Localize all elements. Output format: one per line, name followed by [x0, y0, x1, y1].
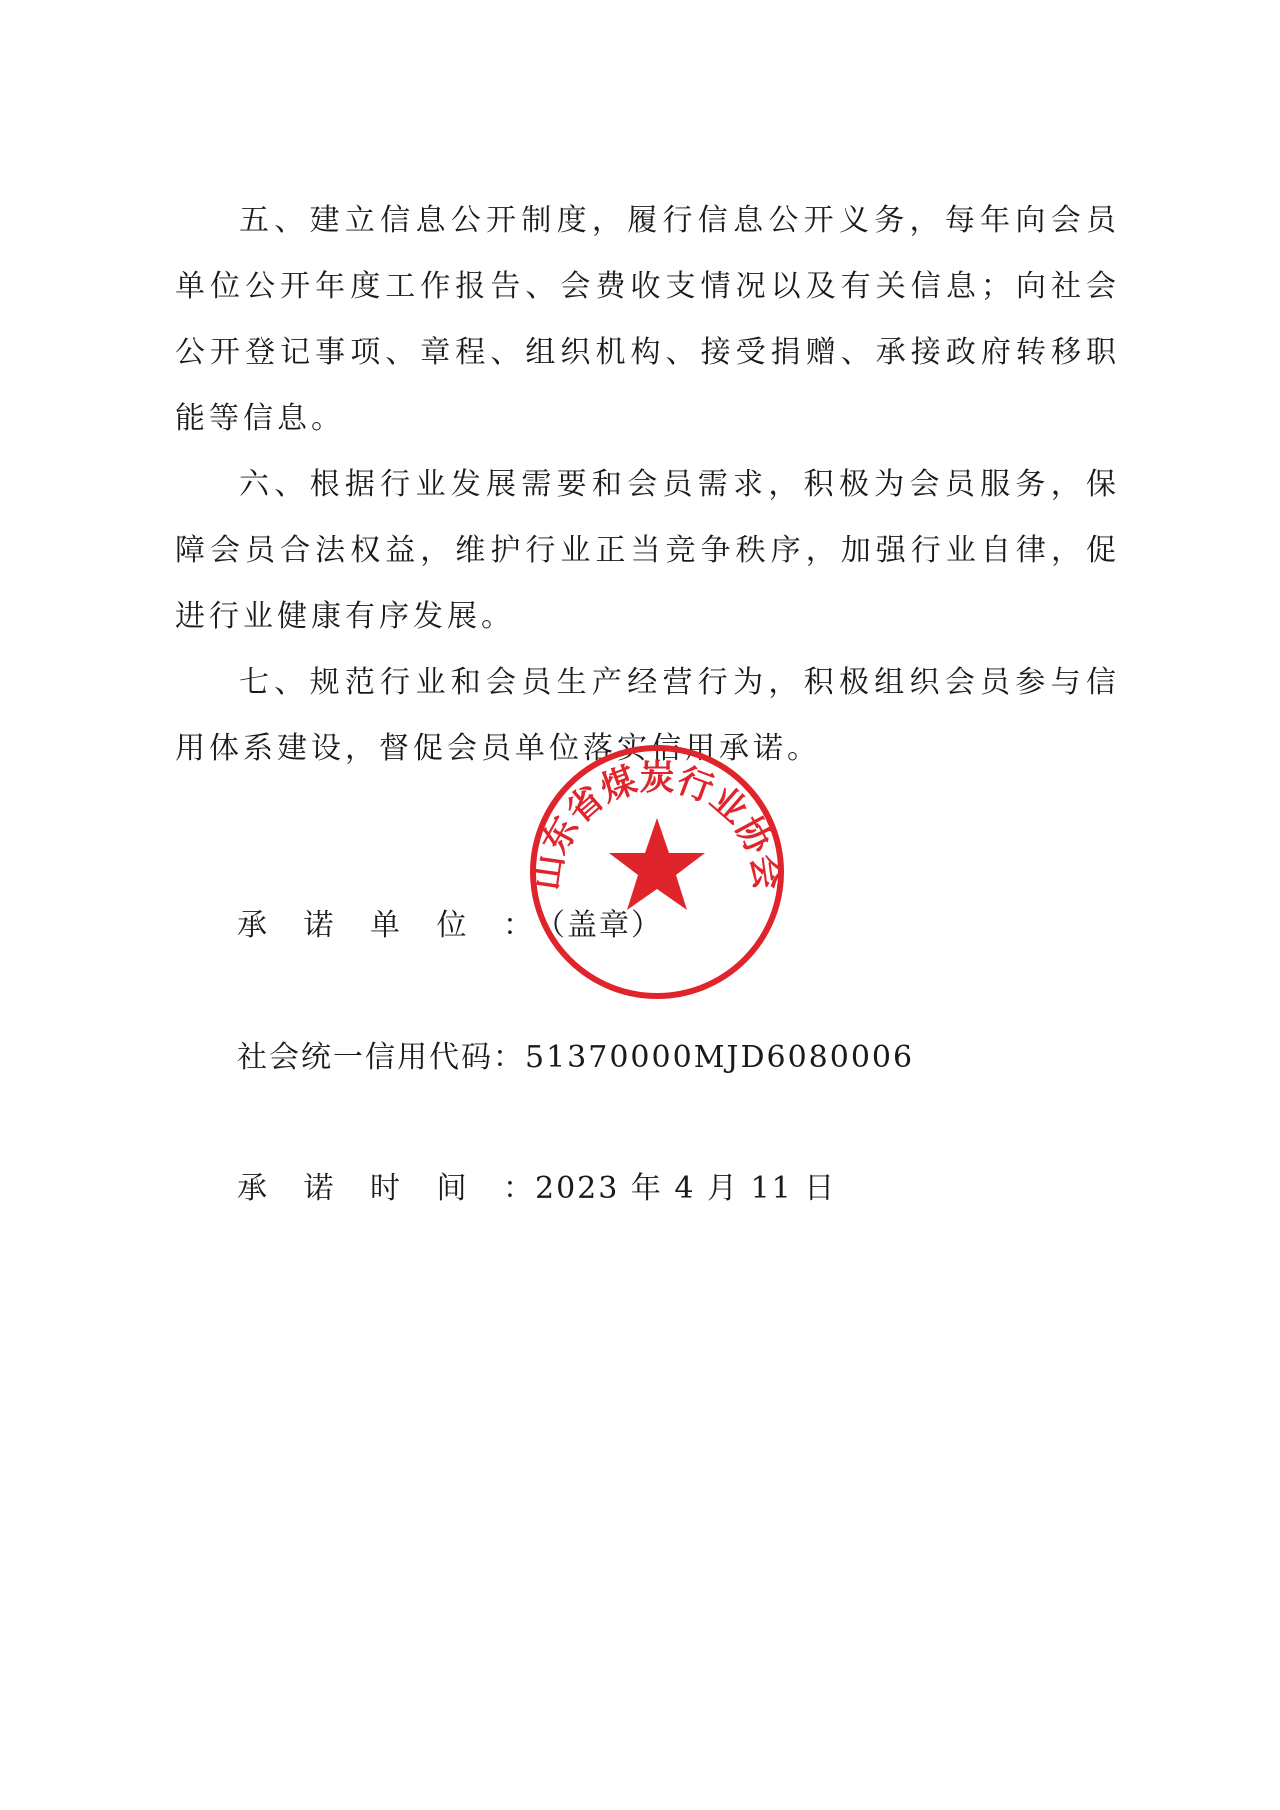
paragraph-six: 六、根据行业发展需要和会员需求，积极为会员服务，保障会员合法权益，维护行业正当竞争秩序，加强行业自律，促进行业健康有序发展。 [175, 467, 1120, 634]
commitment-unit-value: （盖章） [535, 908, 663, 943]
credit-code-label: 社会统一信用代码： [237, 1040, 525, 1075]
commitment-date-label: 承诺时间： [237, 1171, 535, 1206]
commitment-date-line [237, 1163, 836, 1207]
seal-star-icon [609, 818, 705, 910]
seal-org-name: 山东省煤炭行业协会 [527, 758, 787, 893]
commitment-date-value: 2023 年 4 月 11 日 [535, 1171, 837, 1206]
credit-code-line [237, 1032, 914, 1076]
document-body [175, 188, 1120, 782]
official-seal-stamp [527, 742, 787, 1002]
paragraph-seven: 七、规范行业和会员生产经营行为，积极组织会员参与信用体系建设，督促会员单位落实信用承诺。 [175, 665, 1120, 766]
commitment-unit-label: 承诺单位： [237, 908, 535, 943]
credit-code-value: 51370000MJD6080006 [525, 1040, 915, 1075]
paragraph-five: 五、建立信息公开制度，履行信息公开义务，每年向会员单位公开年度工作报告、会费收支情况以及有关信息；向社会公开登记事项、章程、组织机构、接受捐赠、承接政府转移职能等信息。 [175, 203, 1120, 436]
